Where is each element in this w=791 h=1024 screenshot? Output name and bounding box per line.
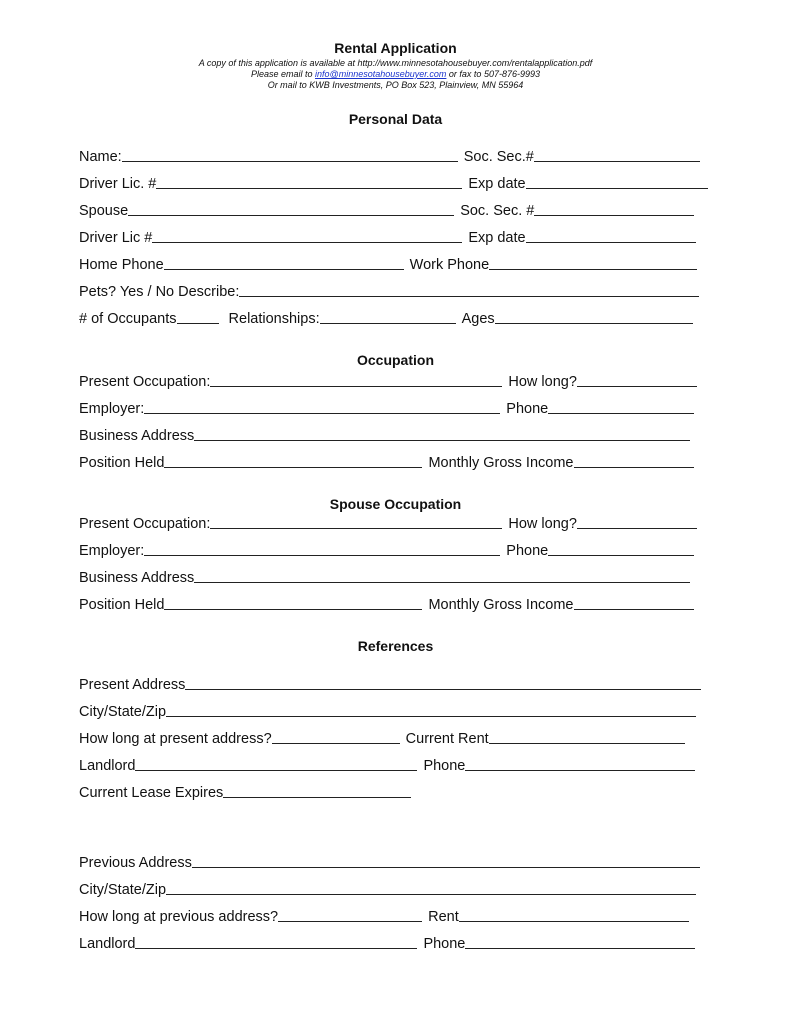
- spouse-driver-lic-field[interactable]: [152, 228, 462, 243]
- how-long-previous-field[interactable]: [278, 907, 422, 922]
- section-references: References: [357, 638, 434, 654]
- city-state-zip-label: City/State/Zip: [79, 704, 167, 720]
- row-spouse-business-address: [79, 566, 711, 586]
- home-phone-field[interactable]: [164, 255, 404, 270]
- exp-date-field[interactable]: [526, 174, 708, 189]
- rent-field[interactable]: [459, 907, 689, 922]
- spouse-position-held-field[interactable]: [164, 595, 422, 610]
- pets-label: Pets? Yes / No Describe:: [79, 284, 240, 300]
- business-address-field[interactable]: [194, 426, 690, 441]
- driver-lic-label: Driver Lic. #: [79, 176, 157, 192]
- spouse-employer-label: Employer:: [79, 543, 145, 559]
- spouse-present-occupation-label: Present Occupation:: [79, 516, 211, 532]
- row-prev-city-state-zip: [79, 878, 711, 898]
- spouse-exp-date-label: Exp date: [468, 230, 526, 246]
- current-rent-label: Current Rent: [405, 731, 489, 747]
- landlord-phone-field[interactable]: [465, 756, 695, 771]
- prev-landlord-phone-label: Phone: [423, 936, 466, 952]
- pets-field[interactable]: [239, 282, 699, 297]
- prev-landlord-phone-field[interactable]: [465, 934, 695, 949]
- spouse-driver-lic-label: Driver Lic #: [79, 230, 153, 246]
- monthly-income-label: Monthly Gross Income: [428, 455, 574, 471]
- present-address-field[interactable]: [185, 675, 701, 690]
- spouse-employer-field[interactable]: [144, 541, 500, 556]
- relationships-field[interactable]: [320, 309, 456, 324]
- present-occupation-field[interactable]: [210, 372, 502, 387]
- section-personal-data: Personal Data: [348, 111, 443, 127]
- row-how-long-present: [79, 727, 711, 747]
- present-occupation-label: Present Occupation:: [79, 374, 211, 390]
- email-fax-note: [0, 69, 791, 80]
- row-lease-expires: [79, 781, 711, 801]
- row-city-state-zip: [79, 700, 711, 720]
- present-address-label: Present Address: [79, 677, 186, 693]
- spouse-how-long-label: How long?: [508, 516, 577, 532]
- row-prev-landlord: [79, 932, 711, 952]
- spouse-label: Spouse: [79, 203, 129, 219]
- ages-field[interactable]: [495, 309, 693, 324]
- employer-phone-field[interactable]: [548, 399, 694, 414]
- spouse-employer-phone-label: Phone: [506, 543, 549, 559]
- previous-address-field[interactable]: [192, 853, 700, 868]
- landlord-label: Landlord: [79, 758, 136, 774]
- row-business-address: [79, 424, 711, 444]
- ssn-field[interactable]: [534, 147, 700, 162]
- prev-city-state-zip-label: City/State/Zip: [79, 882, 167, 898]
- row-how-long-previous: [79, 905, 711, 925]
- landlord-phone-label: Phone: [423, 758, 466, 774]
- driver-lic-field[interactable]: [156, 174, 462, 189]
- current-rent-field[interactable]: [489, 729, 685, 744]
- spouse-business-address-label: Business Address: [79, 570, 195, 586]
- position-held-label: Position Held: [79, 455, 165, 471]
- monthly-income-field[interactable]: [574, 453, 694, 468]
- employer-phone-label: Phone: [506, 401, 549, 417]
- row-previous-address: [79, 851, 711, 871]
- spouse-ssn-label: Soc. Sec. #: [460, 203, 535, 219]
- section-occupation: Occupation: [356, 352, 434, 368]
- row-spouse-present-occupation: [79, 512, 711, 532]
- spouse-ssn-field[interactable]: [534, 201, 694, 216]
- how-long-label: How long?: [508, 374, 577, 390]
- document-title: Rental Application: [334, 40, 457, 56]
- spouse-exp-date-field[interactable]: [526, 228, 696, 243]
- city-state-zip-field[interactable]: [166, 702, 696, 717]
- row-occupants: [79, 307, 711, 327]
- employer-field[interactable]: [144, 399, 500, 414]
- how-long-present-label: How long at present address?: [79, 731, 272, 747]
- work-phone-field[interactable]: [489, 255, 697, 270]
- spouse-present-occupation-field[interactable]: [210, 514, 502, 529]
- occupants-label: # of Occupants: [79, 311, 177, 327]
- email-link[interactable]: info@minnesotahousebuyer.com: [315, 69, 447, 79]
- mail-address-note: Or mail to KWB Investments, PO Box 523, Plainview, MN 55964: [267, 80, 524, 90]
- ages-label: Ages: [461, 311, 495, 327]
- row-pets: [79, 280, 711, 300]
- email-prefix: Please email to: [251, 69, 316, 79]
- relationships-label: Relationships:: [228, 311, 320, 327]
- row-landlord: [79, 754, 711, 774]
- name-label: Name:: [79, 149, 122, 165]
- lease-expires-label: Current Lease Expires: [79, 785, 224, 801]
- rent-label: Rent: [428, 909, 459, 925]
- name-field[interactable]: [122, 147, 458, 162]
- work-phone-label: Work Phone: [409, 257, 490, 273]
- business-address-label: Business Address: [79, 428, 195, 444]
- lease-expires-field[interactable]: [223, 783, 411, 798]
- landlord-field[interactable]: [135, 756, 417, 771]
- previous-address-label: Previous Address: [79, 855, 192, 871]
- employer-label: Employer:: [79, 401, 145, 417]
- row-spouse-employer: [79, 539, 711, 559]
- section-spouse-occupation: Spouse Occupation: [329, 496, 462, 512]
- prev-landlord-label: Landlord: [79, 936, 136, 952]
- spouse-how-long-field[interactable]: [577, 514, 697, 529]
- how-long-previous-label: How long at previous address?: [79, 909, 279, 925]
- row-spouse: [79, 199, 711, 219]
- spouse-monthly-income-field[interactable]: [574, 595, 694, 610]
- spouse-employer-phone-field[interactable]: [548, 541, 694, 556]
- occupants-field[interactable]: [177, 309, 219, 324]
- prev-city-state-zip-field[interactable]: [166, 880, 696, 895]
- position-held-field[interactable]: [164, 453, 422, 468]
- spouse-field[interactable]: [128, 201, 454, 216]
- how-long-field[interactable]: [577, 372, 697, 387]
- home-phone-label: Home Phone: [79, 257, 164, 273]
- prev-landlord-field[interactable]: [135, 934, 417, 949]
- row-driver-lic: [79, 172, 711, 192]
- spouse-position-held-label: Position Held: [79, 597, 165, 613]
- row-spouse-position: [79, 593, 711, 613]
- copy-availability-note: A copy of this application is available at http://www.minnesotahousebuyer.com/rentalapplication.pdf: [198, 58, 593, 68]
- how-long-present-field[interactable]: [272, 729, 400, 744]
- row-spouse-driver-lic: [79, 226, 711, 246]
- row-employer: [79, 397, 711, 417]
- exp-date-label: Exp date: [468, 176, 526, 192]
- row-position: [79, 451, 711, 471]
- row-phones: [79, 253, 711, 273]
- row-present-address: [79, 673, 711, 693]
- ssn-label: Soc. Sec.#: [463, 149, 534, 165]
- spouse-business-address-field[interactable]: [194, 568, 690, 583]
- spouse-monthly-income-label: Monthly Gross Income: [428, 597, 574, 613]
- row-present-occupation: [79, 370, 711, 390]
- row-name: [79, 145, 711, 165]
- fax-text: or fax to 507-876-9993: [446, 69, 540, 79]
